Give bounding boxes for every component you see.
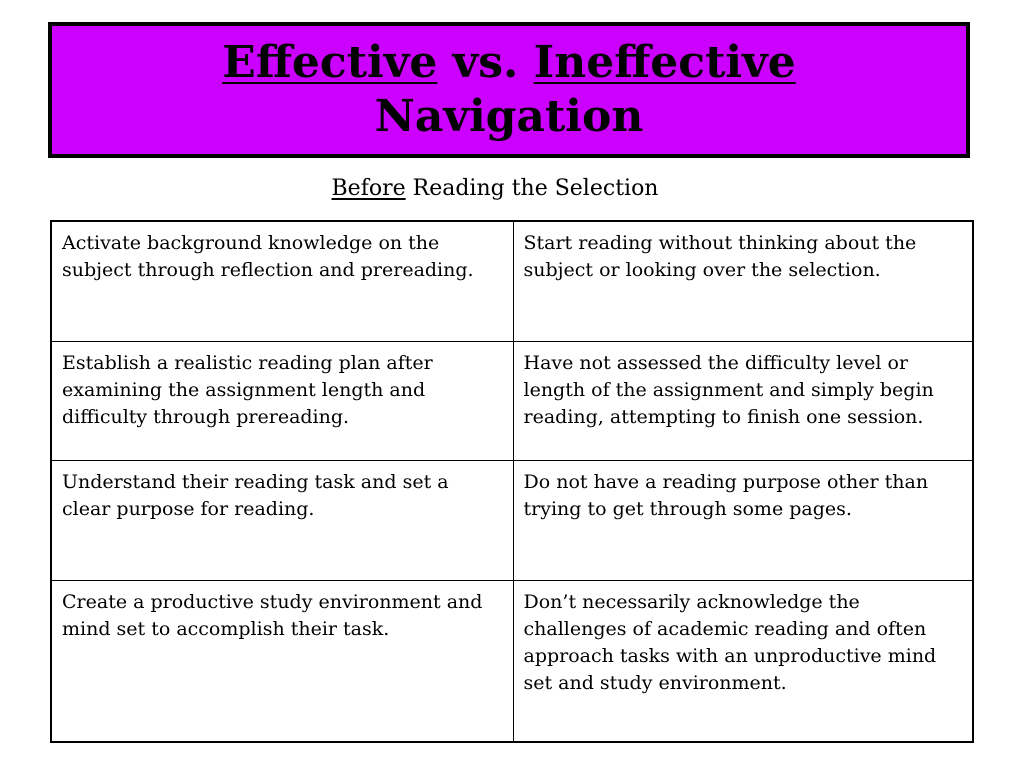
table-row xyxy=(51,341,973,460)
title-effective: Effective xyxy=(222,37,438,88)
subtitle-before: Before xyxy=(331,176,406,201)
ineffective-cell: Don’t necessarily acknowledge the challenges of academic reading and often approach tasks with an unproductive mind set and study environment. xyxy=(513,580,973,742)
ineffective-cell: Start reading without thinking about the subject or looking over the selection. xyxy=(513,221,973,341)
comparison-table xyxy=(50,220,974,743)
title-ineffective: Ineffective xyxy=(533,37,796,88)
effective-cell: Establish a realistic reading plan after examining the assignment length and difficulty through prereading. xyxy=(51,341,513,460)
table-row xyxy=(51,580,973,742)
table-row xyxy=(51,460,973,580)
title-line-2: Navigation xyxy=(374,91,644,142)
effective-cell: Create a productive study environment and mind set to accomplish their task. xyxy=(51,580,513,742)
table-row xyxy=(51,221,973,341)
effective-cell: Activate background knowledge on the subject through reflection and prereading. xyxy=(51,221,513,341)
ineffective-cell: Have not assessed the difficulty level or length of the assignment and simply begin reading, attempting to finish one session. xyxy=(513,341,973,460)
title-line-1 xyxy=(222,36,795,90)
section-subtitle xyxy=(0,176,990,201)
subtitle-rest: Reading the Selection xyxy=(405,176,659,201)
title-banner xyxy=(48,22,970,158)
ineffective-cell: Do not have a reading purpose other than trying to get through some pages. xyxy=(513,460,973,580)
title-vs: vs. xyxy=(437,37,534,88)
effective-cell: Understand their reading task and set a clear purpose for reading. xyxy=(51,460,513,580)
